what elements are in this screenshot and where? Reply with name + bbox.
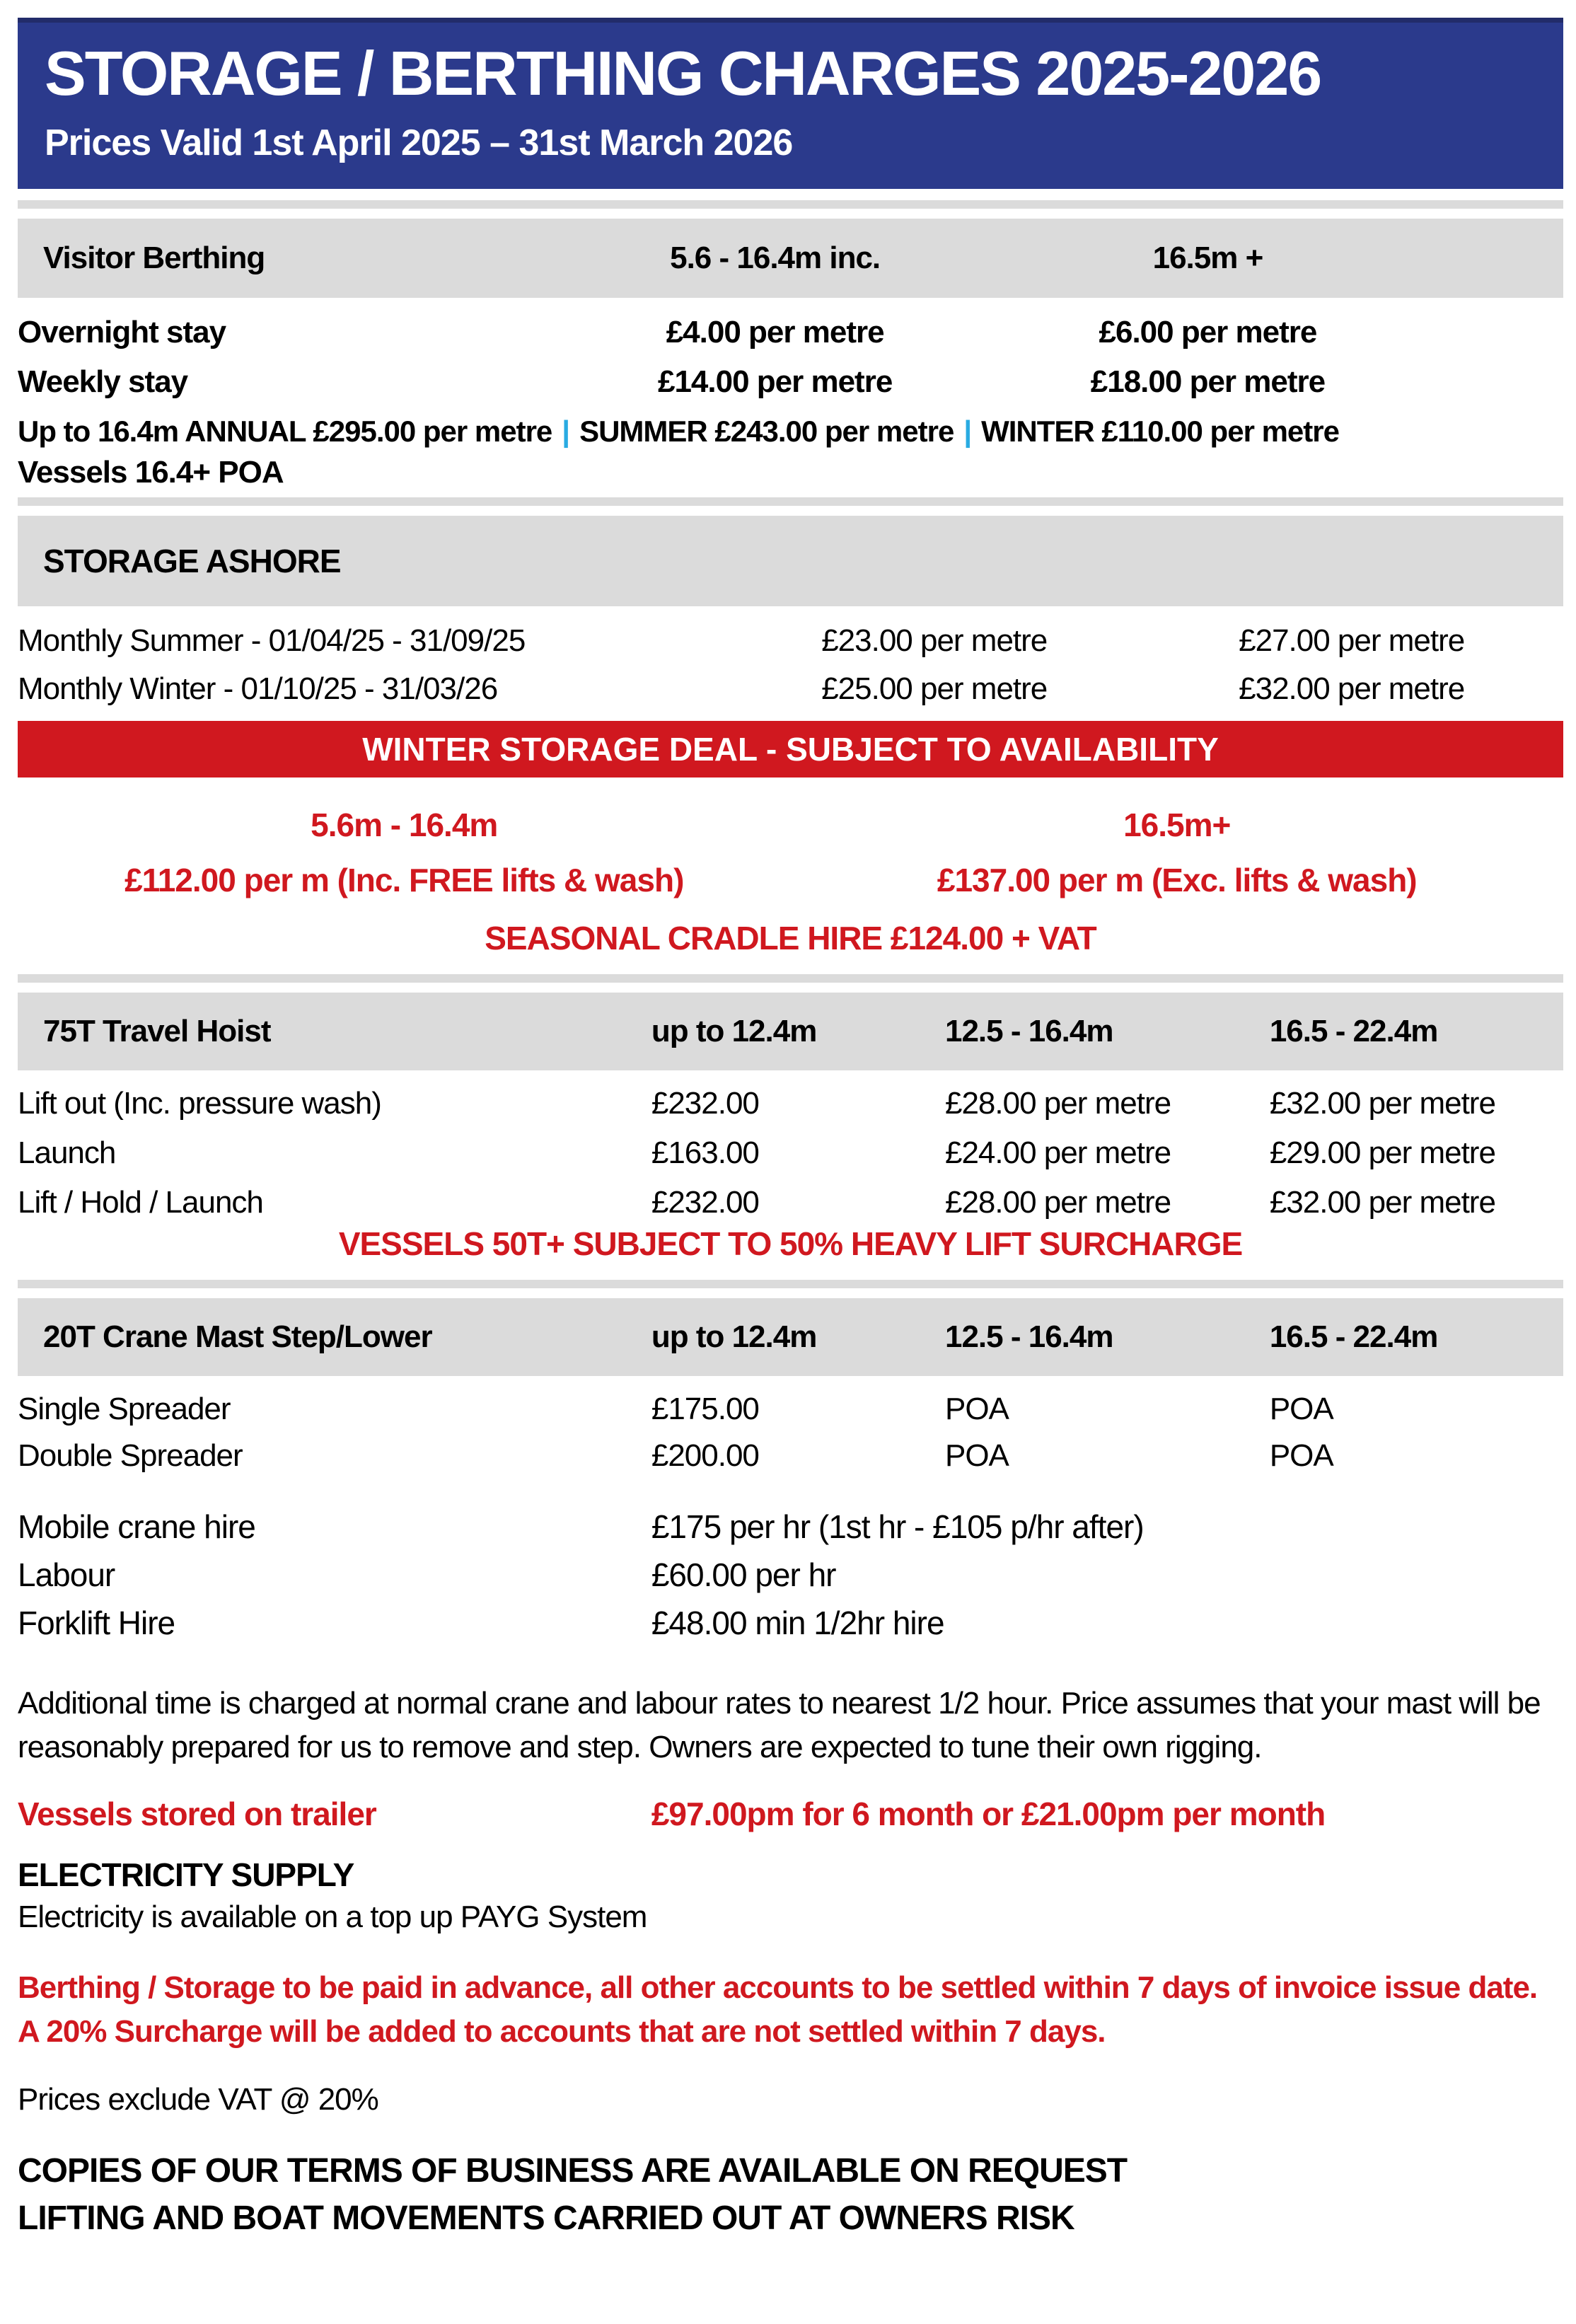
heavy-lift-surcharge-note: VESSELS 50T+ SUBJECT TO 50% HEAVY LIFT SURCHARGE xyxy=(338,1225,1243,1262)
row-value: £200.00 xyxy=(651,1438,759,1473)
payment-terms-note: Berthing / Storage to be paid in advance, all other accounts to be settled within 7 days of invoice issue date. A 20% Surcharge will be added to accounts that are not settled within 7 days. xyxy=(18,1970,1538,2049)
storage-ashore-header-row xyxy=(18,516,1563,606)
row-value: £4.00 per metre xyxy=(666,315,884,349)
table-row xyxy=(18,1087,1563,1120)
column-header: 12.5 - 16.4m xyxy=(944,1014,1113,1048)
row-value: £28.00 per metre xyxy=(944,1185,1171,1220)
annual-rates-line xyxy=(18,415,1563,448)
row-value: £27.00 per metre xyxy=(1239,623,1465,658)
row-value: £232.00 xyxy=(651,1086,759,1121)
row-value: £32.00 per metre xyxy=(1269,1185,1495,1220)
table-row xyxy=(18,1393,1563,1426)
row-value: £175.00 xyxy=(651,1392,759,1426)
row-value: £29.00 per metre xyxy=(1269,1135,1495,1170)
electricity-heading: ELECTRICITY SUPPLY xyxy=(18,1856,354,1893)
vessels-poa-note: Vessels 16.4+ POA xyxy=(18,455,284,490)
deal-size-left: 5.6m - 16.4m xyxy=(311,807,498,843)
table-row xyxy=(18,1510,1563,1543)
column-header: up to 12.4m xyxy=(651,1319,817,1354)
table-row xyxy=(18,1607,1563,1639)
winter-deal-sizes-row xyxy=(18,806,1563,844)
table-row xyxy=(18,625,1563,657)
table-row xyxy=(18,316,1563,349)
row-value: POA xyxy=(944,1392,1009,1426)
row-value: £175 per hr (1st hr - £105 p/hr after) xyxy=(651,1508,1144,1545)
row-value: £6.00 per metre xyxy=(1099,315,1317,349)
page-subtitle: Prices Valid 1st April 2025 – 31st March 2026 xyxy=(45,122,793,164)
row-value: £23.00 per metre xyxy=(821,623,1048,658)
visitor-berthing-header-row xyxy=(18,219,1563,298)
winter-rate: WINTER £110.00 per metre xyxy=(981,415,1339,448)
row-label: Mobile crane hire xyxy=(18,1508,255,1545)
table-row xyxy=(18,1186,1563,1219)
row-value: £163.00 xyxy=(651,1135,759,1170)
terms-footer-line: COPIES OF OUR TERMS OF BUSINESS ARE AVAILABLE ON REQUEST xyxy=(18,2152,1128,2190)
deal-price-right: £137.00 per m (Exc. lifts & wash) xyxy=(937,862,1417,898)
travel-hoist-header-row xyxy=(18,993,1563,1070)
row-value: POA xyxy=(1269,1392,1333,1426)
winter-deal-banner: WINTER STORAGE DEAL - SUBJECT TO AVAILABILITY xyxy=(18,721,1563,777)
deal-price-left: £112.00 per m (Inc. FREE lifts & wash) xyxy=(124,862,684,898)
row-label: Labour xyxy=(18,1556,115,1593)
row-label: Overnight stay xyxy=(18,315,226,349)
summer-rate: SUMMER £243.00 per metre xyxy=(579,415,954,448)
row-label: Weekly stay xyxy=(18,364,188,399)
section-divider xyxy=(18,1280,1563,1288)
table-row xyxy=(18,673,1563,705)
pipe-separator: | xyxy=(562,415,570,448)
column-header: 20T Crane Mast Step/Lower xyxy=(43,1319,432,1354)
row-label: Lift / Hold / Launch xyxy=(18,1185,263,1220)
column-header: 16.5m + xyxy=(1152,241,1263,275)
column-header: 75T Travel Hoist xyxy=(43,1014,271,1048)
row-label: Vessels stored on trailer xyxy=(18,1796,376,1832)
section-title: STORAGE ASHORE xyxy=(43,543,341,579)
row-label: Launch xyxy=(18,1135,116,1170)
pipe-separator: | xyxy=(963,415,972,448)
annual-rate: Up to 16.4m ANNUAL £295.00 per metre xyxy=(18,415,552,448)
table-row xyxy=(18,1556,1563,1593)
row-value: POA xyxy=(1269,1438,1333,1473)
trailer-storage-row xyxy=(18,1798,1563,1830)
table-row xyxy=(18,1440,1563,1472)
row-value: £28.00 per metre xyxy=(944,1086,1171,1121)
section-divider xyxy=(18,974,1563,983)
section-divider xyxy=(18,497,1563,506)
column-header: 16.5 - 22.4m xyxy=(1269,1319,1438,1354)
page-title: STORAGE / BERTHING CHARGES 2025-2026 xyxy=(45,38,1321,108)
price-list-document xyxy=(18,18,1563,2238)
row-label: Single Spreader xyxy=(18,1392,231,1426)
table-row xyxy=(18,1137,1563,1169)
column-header: Visitor Berthing xyxy=(43,241,265,275)
risk-footer-line: LIFTING AND BOAT MOVEMENTS CARRIED OUT AT OWNERS RISK xyxy=(18,2199,1074,2237)
electricity-note: Electricity is available on a top up PAYG System xyxy=(18,1900,647,1934)
winter-deal-prices-row xyxy=(18,861,1563,899)
crane-header-row xyxy=(18,1298,1563,1376)
row-label: Forklift Hire xyxy=(18,1605,175,1641)
row-value: £97.00pm for 6 month or £21.00pm per month xyxy=(651,1796,1326,1832)
row-value: POA xyxy=(944,1438,1009,1473)
vat-note: Prices exclude VAT @ 20% xyxy=(18,2082,378,2117)
row-label: Lift out (Inc. pressure wash) xyxy=(18,1086,381,1121)
row-value: £48.00 min 1/2hr hire xyxy=(651,1605,944,1641)
row-value: £24.00 per metre xyxy=(944,1135,1171,1170)
column-header: up to 12.4m xyxy=(651,1014,817,1048)
cradle-hire-note: SEASONAL CRADLE HIRE £124.00 + VAT xyxy=(485,920,1096,956)
header-banner xyxy=(18,18,1563,189)
row-label: Monthly Summer - 01/04/25 - 31/09/25 xyxy=(18,623,526,658)
deal-size-right: 16.5m+ xyxy=(1123,807,1231,843)
row-value: £32.00 per metre xyxy=(1269,1086,1495,1121)
row-label: Monthly Winter - 01/10/25 - 31/03/26 xyxy=(18,671,498,706)
row-value: £25.00 per metre xyxy=(821,671,1048,706)
column-header: 16.5 - 22.4m xyxy=(1269,1014,1438,1048)
row-value: £232.00 xyxy=(651,1185,759,1220)
row-value: £32.00 per metre xyxy=(1239,671,1465,706)
column-header: 5.6 - 16.4m inc. xyxy=(670,241,881,275)
additional-time-note: Additional time is charged at normal crane and labour rates to nearest 1/2 hour. Price assumes that your mast will be reasonably prepared for us to remove and step. Owners are expected to tune their own rigging. xyxy=(18,1686,1541,1764)
column-header: 12.5 - 16.4m xyxy=(944,1319,1113,1354)
section-divider xyxy=(18,200,1563,209)
row-value: £60.00 per hr xyxy=(651,1556,836,1593)
row-value: £14.00 per metre xyxy=(657,364,893,399)
row-value: £18.00 per metre xyxy=(1090,364,1326,399)
table-row xyxy=(18,366,1563,398)
row-label: Double Spreader xyxy=(18,1438,243,1473)
